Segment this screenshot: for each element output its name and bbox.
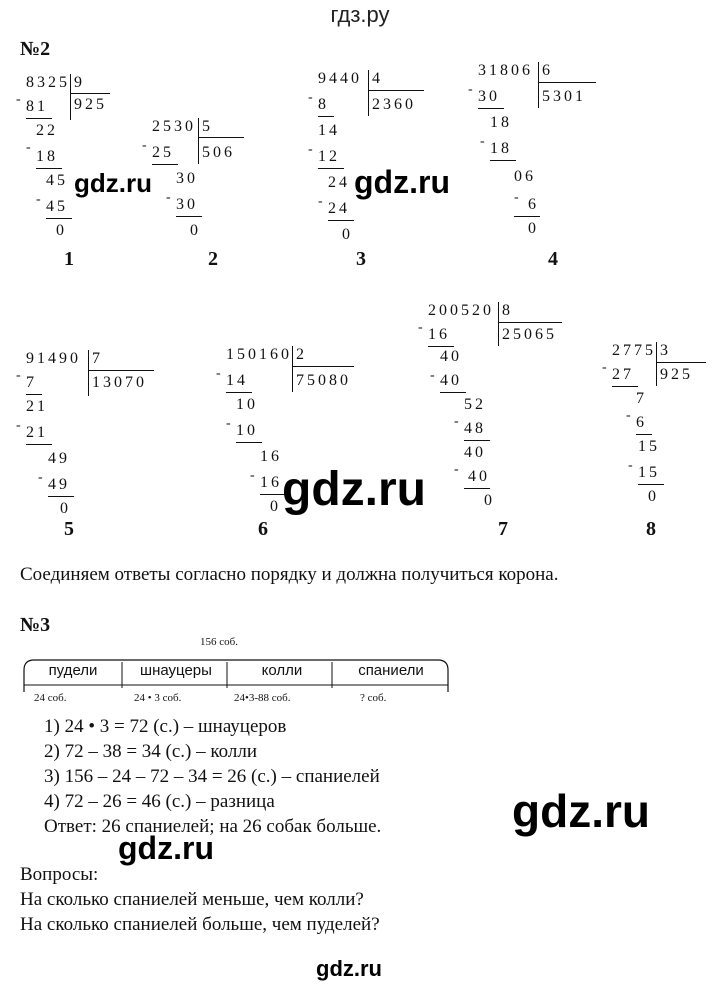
row: 14 xyxy=(318,122,340,139)
label-3: 3 xyxy=(356,248,366,270)
minus-sign: - xyxy=(602,360,607,375)
dividend: 31806 xyxy=(478,62,533,79)
row: 49 xyxy=(48,450,70,467)
section-2-title: №2 xyxy=(20,38,51,60)
minus-sign: - xyxy=(308,90,313,105)
dividend: 2530 xyxy=(152,118,196,135)
segment-collies: колли xyxy=(261,662,303,679)
row: 10 xyxy=(236,396,258,413)
minus-sign: - xyxy=(226,416,231,431)
row: 0 xyxy=(648,488,659,505)
row: 24 xyxy=(328,200,350,217)
dividend: 200520 xyxy=(428,302,494,319)
minus-sign: - xyxy=(318,194,323,209)
row: 27 xyxy=(612,366,634,383)
row: 22 xyxy=(36,122,58,139)
minus-sign: - xyxy=(480,134,485,149)
minus-sign: - xyxy=(16,92,21,107)
under-collies: 24•3-88 соб. xyxy=(234,692,291,704)
quotient: 5301 xyxy=(542,88,586,105)
row: 14 xyxy=(226,372,248,389)
row: 0 xyxy=(484,492,495,509)
minus-sign: - xyxy=(216,366,221,381)
quotient: 13070 xyxy=(92,374,147,391)
minus-sign: - xyxy=(454,414,459,429)
row: 16 xyxy=(260,474,282,491)
section-3-title: №3 xyxy=(20,614,51,636)
row: 40 xyxy=(464,444,486,461)
solution-step: 3) 156 – 24 – 72 – 34 = 26 (с.) – спаниелей xyxy=(44,766,380,787)
row: 7 xyxy=(26,374,37,391)
row: 81 xyxy=(26,98,48,115)
under-spaniels: ? соб. xyxy=(360,692,387,704)
row: 06 xyxy=(514,168,536,185)
watermark: gdz.ru xyxy=(316,956,382,981)
row: 0 xyxy=(60,500,71,517)
quotient: 506 xyxy=(202,144,235,161)
quotient: 925 xyxy=(660,366,693,383)
minus-sign: - xyxy=(16,418,21,433)
row: 40 xyxy=(440,372,462,389)
divisor: 7 xyxy=(92,350,103,367)
row: 21 xyxy=(26,398,48,415)
solution-step: 2) 72 – 38 = 34 (с.) – колли xyxy=(44,741,258,762)
row: 45 xyxy=(46,172,68,189)
label-1: 1 xyxy=(64,248,74,270)
questions-title: Вопросы: xyxy=(20,864,99,885)
dividend: 150160 xyxy=(226,346,292,363)
divisor: 9 xyxy=(74,74,85,91)
label-8: 8 xyxy=(646,518,656,540)
dividend: 2775 xyxy=(612,342,656,359)
under-schnauzers: 24 • 3 соб. xyxy=(134,692,182,704)
quotient: 925 xyxy=(74,96,107,113)
divisor: 3 xyxy=(660,342,671,359)
watermark: gdz.ru xyxy=(512,785,650,837)
row: 0 xyxy=(56,222,67,239)
row: 16 xyxy=(428,326,450,343)
row: 6 xyxy=(636,414,647,431)
row: 40 xyxy=(440,348,462,365)
row: 21 xyxy=(26,424,48,441)
row: 0 xyxy=(528,220,539,237)
segment-schnauzers: шнауцеры xyxy=(140,662,212,679)
minus-sign: - xyxy=(26,140,31,155)
dividend: 91490 xyxy=(26,350,81,367)
label-6: 6 xyxy=(258,518,268,540)
quotient: 75080 xyxy=(296,372,351,389)
question: На сколько спаниелей меньше, чем колли? xyxy=(20,889,364,910)
row: 25 xyxy=(152,144,174,161)
row: 30 xyxy=(478,88,500,105)
row: 49 xyxy=(48,476,70,493)
minus-sign: - xyxy=(250,468,255,483)
minus-sign: - xyxy=(38,470,43,485)
watermark: gdz.ru xyxy=(282,463,426,516)
row: 6 xyxy=(528,196,539,213)
watermark: gdz.ru xyxy=(118,830,214,866)
row: 0 xyxy=(342,226,353,243)
row: 52 xyxy=(464,396,486,413)
minus-sign: - xyxy=(166,190,171,205)
row: 7 xyxy=(636,390,647,407)
site-title: гдз.ру xyxy=(330,2,390,27)
label-5: 5 xyxy=(64,518,74,540)
row: 16 xyxy=(260,448,282,465)
segment-poodles: пудели xyxy=(48,662,98,679)
row: 45 xyxy=(46,198,68,215)
dividend: 8325 xyxy=(26,74,70,91)
questions-block xyxy=(20,862,380,937)
row: 40 xyxy=(468,468,490,485)
label-4: 4 xyxy=(548,248,558,270)
divisor: 4 xyxy=(372,70,383,87)
label-7: 7 xyxy=(498,518,508,540)
solution-block xyxy=(44,714,381,839)
row: 30 xyxy=(176,196,198,213)
minus-sign: - xyxy=(418,320,423,335)
row: 10 xyxy=(236,422,258,439)
dividend: 9440 xyxy=(318,70,362,87)
divisor: 2 xyxy=(296,346,307,363)
minus-sign: - xyxy=(468,82,473,97)
quotient: 2360 xyxy=(372,96,416,113)
minus-sign: - xyxy=(36,192,41,207)
row: 18 xyxy=(490,114,512,131)
minus-sign: - xyxy=(430,368,435,383)
quotient: 25065 xyxy=(502,326,557,343)
row: 24 xyxy=(328,174,350,191)
minus-sign: - xyxy=(454,462,459,477)
watermark: gdz.ru xyxy=(354,164,450,200)
minus-sign: - xyxy=(628,458,633,473)
watermark: gdz.ru xyxy=(74,168,152,198)
total-label: 156 соб. xyxy=(200,636,238,648)
row: 30 xyxy=(176,170,198,187)
row: 8 xyxy=(318,96,329,113)
row: 12 xyxy=(318,148,340,165)
segment-spaniels: спаниели xyxy=(358,662,424,679)
under-poodles: 24 соб. xyxy=(34,692,67,704)
minus-sign: - xyxy=(308,142,313,157)
divisor: 8 xyxy=(502,302,513,319)
minus-sign: - xyxy=(16,368,21,383)
solution-step: 4) 72 – 26 = 46 (с.) – разница xyxy=(44,791,275,812)
question: На сколько спаниелей больше, чем пуделей? xyxy=(20,914,380,935)
conclusion-text: Соединяем ответы согласно порядку и должна получиться корона. xyxy=(20,564,559,585)
solution-step: 1) 24 • 3 = 72 (с.) – шнауцеров xyxy=(44,716,287,737)
row: 15 xyxy=(638,438,660,455)
minus-sign: - xyxy=(514,190,519,205)
minus-sign: - xyxy=(626,408,631,423)
row: 18 xyxy=(36,148,58,165)
row: 15 xyxy=(638,464,660,481)
row: 18 xyxy=(490,140,512,157)
label-2: 2 xyxy=(208,248,218,270)
divisor: 6 xyxy=(542,62,553,79)
divisor: 5 xyxy=(202,118,213,135)
minus-sign: - xyxy=(142,138,147,153)
row: 0 xyxy=(270,498,281,515)
answer: Ответ: 26 спаниелей; на 26 собак больше. xyxy=(44,816,382,837)
row: 0 xyxy=(190,222,201,239)
row: 48 xyxy=(464,420,486,437)
